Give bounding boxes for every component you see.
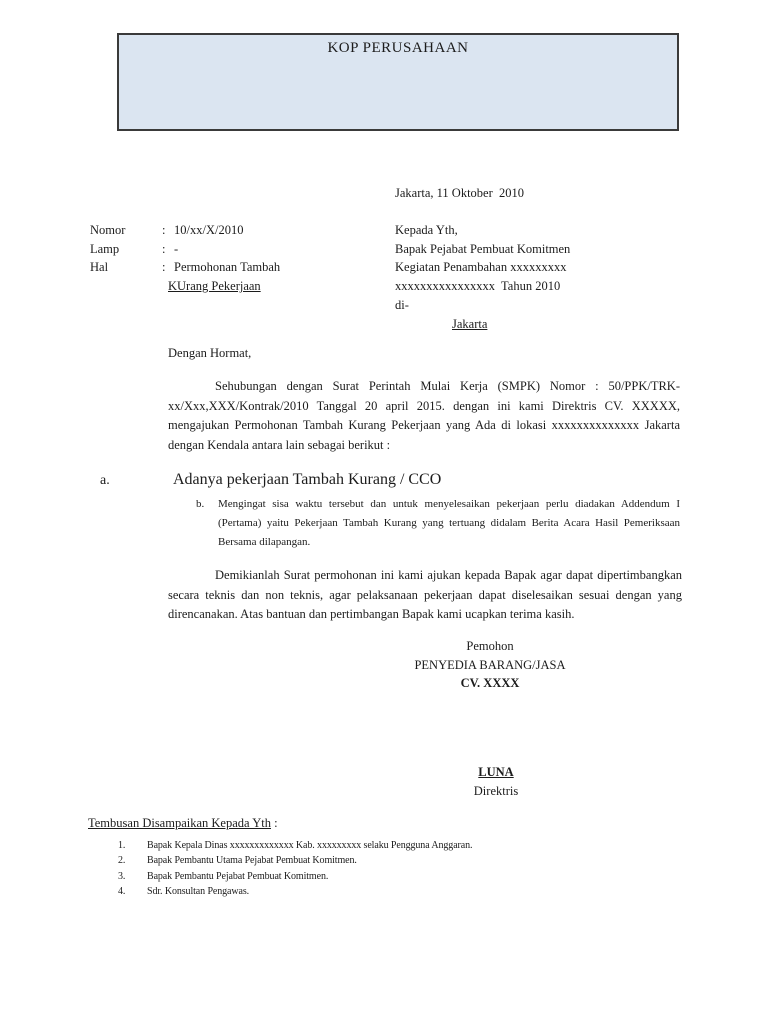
list-item-b-marker: b. — [196, 498, 205, 510]
recipient-line: Bapak Pejabat Pembuat Komitmen — [395, 241, 571, 256]
salutation: Dengan Hormat, — [168, 346, 252, 360]
signature-block — [375, 637, 605, 693]
closing-paragraph: Demikianlah Surat permohonan ini kami ajukan kepada Bapak agar dapat dipertimbangkan secara teknis dan non teknis, agar pelaksanaan pekerjaan dapat diselesaikan sesuai dengan yang direncanakan. Atas bantuan dan pertimbangan Bapak kami ucapkan terima kasih. — [168, 568, 682, 621]
cc-item-number: 2. — [118, 855, 126, 867]
cc-header-colon: : — [270, 816, 278, 830]
list-item-a — [100, 471, 441, 489]
letterhead-title: KOP PERUSAHAAN — [327, 40, 469, 56]
cc-header — [88, 816, 472, 831]
meta-label-lamp: Lamp — [90, 241, 120, 256]
cc-header-text: Tembusan Disampaikan Kepada Yth — [88, 816, 271, 830]
cc-block — [88, 816, 472, 899]
cc-item — [88, 884, 472, 899]
cc-item-number: 1. — [118, 840, 126, 851]
signature-role: Pemohon — [466, 639, 514, 653]
meta-separator: : — [162, 241, 166, 256]
cc-item — [88, 853, 472, 868]
cc-item-number: 3. — [118, 870, 126, 882]
meta-separator: : — [162, 223, 166, 237]
meta-row-hal — [90, 258, 280, 277]
meta-value-nomor: 10/xx/X/2010 — [174, 223, 244, 237]
meta-value-hal: Permohonan Tambah — [174, 260, 281, 275]
recipient-line: Kegiatan Penambahan xxxxxxxxx — [395, 260, 567, 275]
meta-label-hal: Hal — [90, 260, 109, 275]
opening-paragraph: Sehubungan dengan Surat Perintah Mulai Kerja (SMPK) Nomor : 50/PPK/TRK-xx/Xxx,XXX/Kontrak/2010 Tanggal 20 april 2015. dengan ini kami Direktris CV. XXXXX, mengajukan Permohonan Tambah Kurang Pekerjaan yang Ada di lokasi xxxxxxxxxxxxxx Jakarta dengan Kendala antara lain sebagai berikut : — [168, 379, 680, 452]
cc-item-text: Bapak Pembantu Utama Pejabat Pembuat Komitmen. — [147, 855, 357, 867]
recipient-block — [395, 221, 570, 333]
list-item-a-text: Adanya pekerjaan Tambah Kurang / CCO — [173, 471, 442, 488]
cc-item — [88, 838, 472, 853]
meta-label-nomor: Nomor — [90, 223, 126, 237]
letterhead-box — [117, 33, 679, 131]
signature-company-line: PENYEDIA BARANG/JASA — [414, 657, 566, 672]
recipient-line: Kepada Yth, — [395, 223, 458, 237]
cc-item-text: Bapak Kepala Dinas xxxxxxxxxxxxx Kab. xxxxxxxxx selaku Pengguna Anggaran. — [147, 840, 473, 851]
recipient-line: xxxxxxxxxxxxxxxx Tahun 2010 — [395, 279, 561, 294]
cc-item-number: 4. — [118, 885, 126, 897]
recipient-line: di- — [395, 297, 409, 312]
signer-title: Direktris — [473, 783, 519, 798]
signer-block — [396, 763, 596, 800]
cc-item-text: Bapak Pembantu Pejabat Pembuat Komitmen. — [147, 870, 329, 882]
recipient-city: Jakarta — [452, 316, 488, 331]
meta-value-hal-line2: KUrang Pekerjaan — [168, 279, 261, 294]
signer-name: LUNA — [478, 765, 514, 779]
cc-item-text: Sdr. Konsultan Pengawas. — [147, 885, 250, 897]
signature-company: CV. XXXX — [460, 676, 520, 690]
cc-list — [88, 838, 472, 899]
meta-row-lamp — [90, 240, 280, 259]
date-line: Jakarta, 11 Oktober 2010 — [395, 186, 525, 200]
meta-value-lamp: - — [174, 241, 179, 256]
cc-item — [88, 869, 472, 884]
meta-block — [90, 221, 280, 296]
list-item-b-text: Mengingat sisa waktu tersebut dan untuk menyelesaikan pekerjaan perlu diadakan Addendum I (Pertama) yaitu Pekerjaan Tambah Kurang yang tertuang didalam Berita Acara Hasil Pemeriksaan Bersama dilapangan. — [218, 498, 680, 548]
list-item-a-marker: a. — [100, 473, 110, 488]
meta-row-nomor — [90, 221, 280, 240]
meta-row-hal-continued — [90, 277, 280, 296]
list-item-b — [196, 495, 680, 552]
meta-separator: : — [162, 260, 166, 275]
